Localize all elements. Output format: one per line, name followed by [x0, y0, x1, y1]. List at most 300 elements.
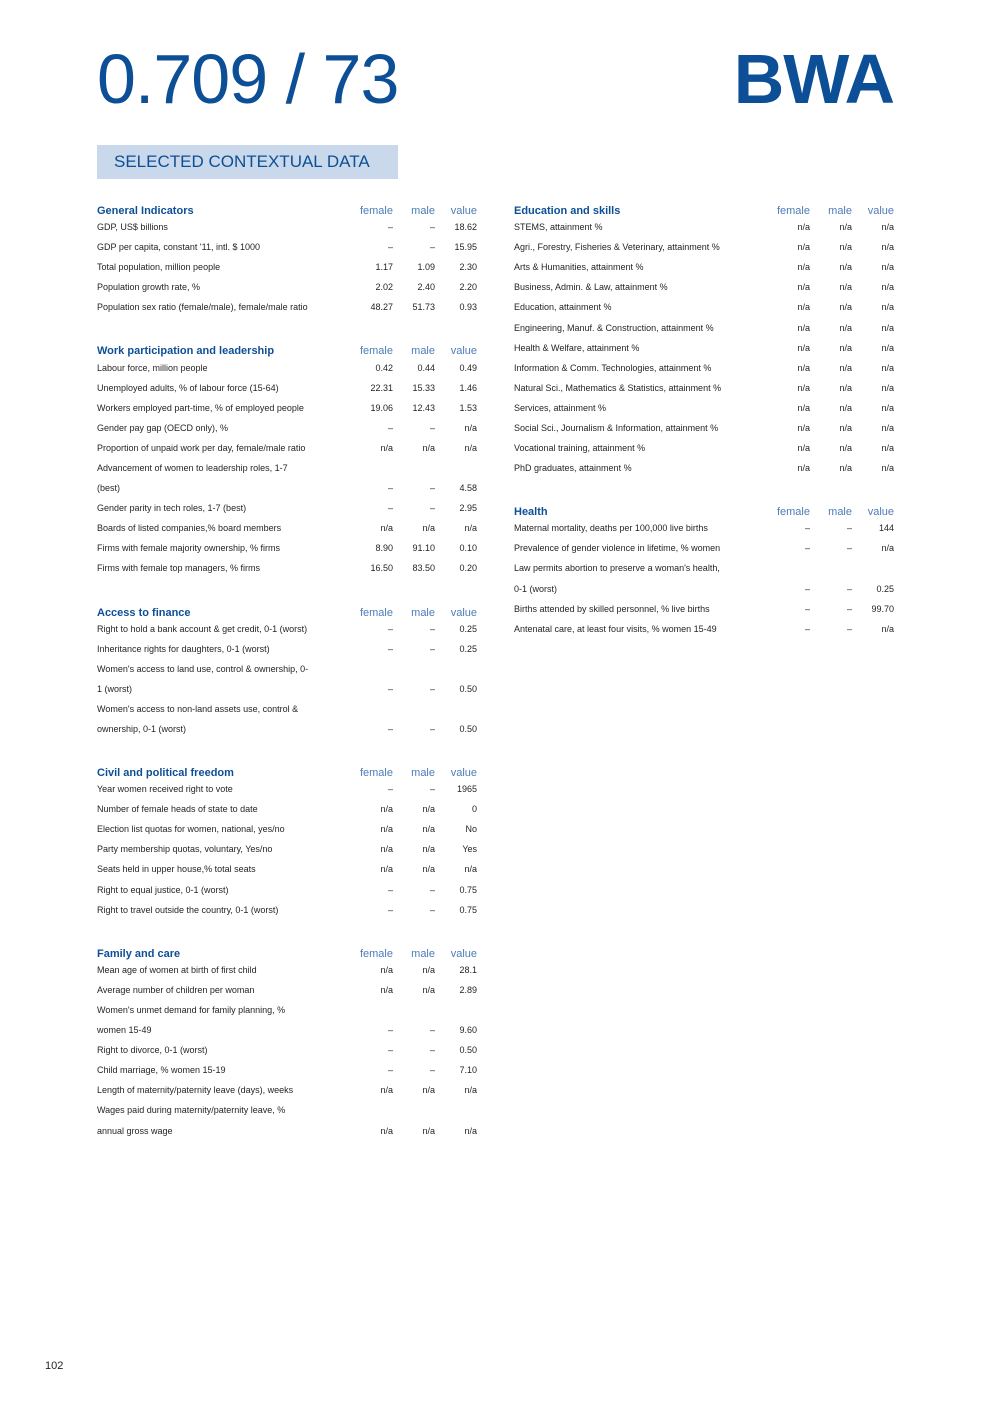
- indicator-label: annual gross wage: [97, 1125, 173, 1136]
- male-value: n/a: [839, 342, 852, 353]
- table-row: [97, 900, 477, 920]
- indicator-value: n/a: [881, 302, 894, 313]
- indicator-value: No: [465, 824, 477, 835]
- indicator-label: Prevalence of gender violence in lifetime, % women: [514, 543, 721, 554]
- value-column-header: value: [450, 767, 477, 780]
- section-title: Health: [514, 506, 548, 519]
- male-value: n/a: [422, 442, 435, 453]
- data-section: [97, 337, 477, 578]
- male-value: n/a: [839, 302, 852, 313]
- indicator-value: 0.50: [459, 683, 477, 694]
- table-row: [97, 1020, 477, 1040]
- indicator-label: Seats held in upper house,% total seats: [97, 864, 256, 875]
- indicator-value: n/a: [881, 463, 894, 474]
- female-value: n/a: [797, 402, 810, 413]
- indicator-value: 1.46: [459, 382, 477, 393]
- female-value: 22.31: [370, 382, 393, 393]
- male-value: –: [429, 1025, 435, 1036]
- indicator-label: Engineering, Manuf. & Construction, attainment %: [514, 322, 714, 333]
- female-value: –: [387, 623, 393, 634]
- female-value: n/a: [380, 804, 393, 815]
- indicator-value: 0: [471, 804, 477, 815]
- female-value: n/a: [797, 382, 810, 393]
- female-value: 1.17: [375, 262, 393, 273]
- indicator-label: Right to travel outside the country, 0-1 (worst): [97, 904, 279, 915]
- female-value: n/a: [380, 964, 393, 975]
- indicator-value: n/a: [881, 443, 894, 454]
- table-row: [97, 498, 477, 518]
- female-value: n/a: [797, 242, 810, 253]
- indicator-value: 99.70: [871, 603, 894, 614]
- male-value: n/a: [422, 804, 435, 815]
- indicator-value: 2.89: [459, 984, 477, 995]
- male-column-header: male: [411, 606, 435, 619]
- table-row: [514, 277, 894, 297]
- indicator-value: 144: [878, 523, 894, 534]
- indicator-value: n/a: [464, 523, 477, 534]
- female-column-header: female: [359, 767, 393, 780]
- table-row: [97, 1060, 477, 1080]
- table-row: [514, 458, 894, 478]
- male-value: –: [429, 242, 435, 253]
- table-row: [514, 398, 894, 418]
- indicator-value: 15.95: [454, 242, 477, 253]
- indicator-label: Boards of listed companies,% board members: [97, 523, 282, 534]
- male-column-header: male: [828, 205, 852, 217]
- female-value: –: [387, 884, 393, 895]
- indicator-label: Population sex ratio (female/male), female/male ratio: [97, 302, 308, 313]
- female-value: –: [387, 222, 393, 233]
- indicator-label: Total population, million people: [97, 262, 221, 273]
- female-value: –: [387, 1025, 393, 1036]
- indicator-label: Advancement of women to leadership roles, 1-7: [97, 462, 288, 473]
- table-row: [97, 1040, 477, 1060]
- indicator-value: n/a: [881, 362, 894, 373]
- table-row: [514, 297, 894, 317]
- female-value: 0.42: [375, 362, 393, 373]
- male-value: –: [429, 623, 435, 634]
- table-row: [97, 458, 477, 478]
- indicator-value: n/a: [464, 442, 477, 453]
- indicator-label: Services, attainment %: [514, 402, 607, 413]
- indicator-value: n/a: [464, 1125, 477, 1136]
- indicator-label: Proportion of unpaid work per day, female/male ratio: [97, 442, 306, 453]
- male-value: 91.10: [412, 543, 435, 554]
- indicator-label: Right to equal justice, 0-1 (worst): [97, 884, 229, 895]
- female-value: n/a: [380, 1125, 393, 1136]
- male-value: n/a: [422, 1085, 435, 1096]
- data-section: [514, 498, 894, 639]
- male-value: n/a: [839, 242, 852, 253]
- male-value: n/a: [839, 322, 852, 333]
- indicator-label: Gender parity in tech roles, 1-7 (best): [97, 503, 247, 514]
- table-row: [97, 839, 477, 859]
- indicator-label: Right to hold a bank account & get credit, 0-1 (worst): [97, 623, 308, 634]
- female-column-header: female: [359, 345, 393, 358]
- data-section: [97, 197, 477, 317]
- section-title: General Indicators: [97, 205, 194, 217]
- indicator-label: Antenatal care, at least four visits, % women 15-49: [514, 623, 717, 634]
- indicator-label: Information & Comm. Technologies, attainment %: [514, 362, 712, 373]
- table-row: [514, 338, 894, 358]
- indicator-value: 0.75: [459, 884, 477, 895]
- female-value: –: [387, 503, 393, 514]
- value-column-header: value: [867, 205, 894, 217]
- table-row: [514, 518, 894, 538]
- male-column-header: male: [411, 345, 435, 358]
- female-value: n/a: [797, 222, 810, 233]
- female-value: n/a: [380, 864, 393, 875]
- female-value: n/a: [380, 523, 393, 534]
- banner-title: SELECTED CONTEXTUAL DATA: [114, 152, 370, 171]
- female-value: n/a: [797, 443, 810, 454]
- indicator-label: Births attended by skilled personnel, % live births: [514, 603, 710, 614]
- indicator-value: 9.60: [459, 1025, 477, 1036]
- indicator-label: Agri., Forestry, Fisheries & Veterinary, attainment %: [514, 242, 720, 253]
- indicator-label: Business, Admin. & Law, attainment %: [514, 282, 668, 293]
- female-value: n/a: [380, 442, 393, 453]
- female-value: 8.90: [375, 543, 393, 554]
- value-column-header: value: [450, 205, 477, 217]
- indicator-value: n/a: [881, 623, 894, 634]
- indicator-label: Party membership quotas, voluntary, Yes/no: [97, 844, 273, 855]
- indicator-value: n/a: [464, 1085, 477, 1096]
- male-value: –: [429, 683, 435, 694]
- data-section: [97, 599, 477, 740]
- right-column: [514, 197, 894, 659]
- indicator-label: (best): [97, 483, 121, 494]
- female-value: n/a: [380, 1085, 393, 1096]
- table-row: [97, 1080, 477, 1100]
- male-value: –: [429, 1065, 435, 1076]
- table-row: [97, 779, 477, 799]
- male-value: 51.73: [412, 302, 435, 313]
- section-title: Work participation and leadership: [97, 345, 275, 358]
- indicator-value: 1965: [456, 784, 477, 795]
- indicator-label: Law permits abortion to preserve a woman's health,: [514, 563, 720, 574]
- table-row: [97, 438, 477, 458]
- female-value: n/a: [380, 844, 393, 855]
- table-row: [97, 859, 477, 879]
- indicator-label: Natural Sci., Mathematics & Statistics, attainment %: [514, 382, 722, 393]
- male-value: –: [429, 784, 435, 795]
- index-score-rank: 0.709 / 73: [97, 40, 399, 118]
- table-row: [97, 659, 477, 679]
- indicator-label: Women's access to land use, control & ownership, 0-: [97, 663, 309, 674]
- table-row: [514, 579, 894, 599]
- indicator-value: 28.1: [459, 964, 477, 975]
- section-header: [514, 498, 894, 518]
- value-column-header: value: [450, 345, 477, 358]
- male-value: n/a: [839, 262, 852, 273]
- female-column-header: female: [359, 947, 393, 960]
- table-row: [514, 237, 894, 257]
- indicator-label: Wages paid during maternity/paternity leave, %: [97, 1105, 286, 1116]
- indicator-value: 2.95: [459, 503, 477, 514]
- indicator-label: 0-1 (worst): [514, 583, 558, 594]
- female-column-header: female: [359, 606, 393, 619]
- table-row: [97, 398, 477, 418]
- male-column-header: male: [411, 205, 435, 217]
- table-row: [97, 1000, 477, 1020]
- table-row: [514, 438, 894, 458]
- indicator-label: Labour force, million people: [97, 362, 208, 373]
- female-value: –: [387, 1065, 393, 1076]
- table-row: [514, 358, 894, 378]
- table-row: [514, 558, 894, 578]
- indicator-value: 0.50: [459, 1045, 477, 1056]
- male-value: 2.40: [417, 282, 435, 293]
- table-row: [514, 418, 894, 438]
- table-row: [97, 378, 477, 398]
- data-section: [97, 759, 477, 920]
- female-value: n/a: [797, 463, 810, 474]
- male-column-header: male: [411, 947, 435, 960]
- table-row: [97, 558, 477, 578]
- table-row: [97, 257, 477, 277]
- data-section: [514, 197, 894, 478]
- indicator-label: Mean age of women at birth of first child: [97, 964, 257, 975]
- male-value: –: [429, 904, 435, 915]
- table-row: [514, 599, 894, 619]
- indicator-label: PhD graduates, attainment %: [514, 463, 632, 474]
- female-value: 2.02: [375, 282, 393, 293]
- female-column-header: female: [776, 205, 810, 217]
- male-value: –: [846, 523, 852, 534]
- section-title: Access to finance: [97, 606, 191, 619]
- male-column-header: male: [828, 506, 852, 519]
- female-value: n/a: [797, 322, 810, 333]
- indicator-value: 0.25: [459, 643, 477, 654]
- male-value: 83.50: [412, 563, 435, 574]
- indicator-label: Child marriage, % women 15-19: [97, 1065, 226, 1076]
- section-header: [97, 599, 477, 619]
- section-title: Family and care: [97, 947, 181, 960]
- female-value: n/a: [380, 984, 393, 995]
- male-value: 0.44: [417, 362, 435, 373]
- indicator-value: n/a: [881, 222, 894, 233]
- indicator-label: Inheritance rights for daughters, 0-1 (worst): [97, 643, 270, 654]
- female-value: –: [804, 623, 810, 634]
- data-section: [97, 940, 477, 1141]
- section-title: Education and skills: [514, 205, 621, 217]
- indicator-value: n/a: [881, 543, 894, 554]
- indicator-value: n/a: [464, 422, 477, 433]
- indicator-value: 18.62: [454, 222, 477, 233]
- indicator-value: 1.53: [459, 402, 477, 413]
- indicator-value: n/a: [881, 342, 894, 353]
- table-row: [97, 357, 477, 377]
- table-row: [97, 297, 477, 317]
- indicator-label: Number of female heads of state to date: [97, 804, 258, 815]
- female-column-header: female: [776, 506, 810, 519]
- section-title: Civil and political freedom: [97, 767, 234, 780]
- female-value: –: [387, 483, 393, 494]
- indicator-value: 7.10: [459, 1065, 477, 1076]
- male-value: –: [429, 483, 435, 494]
- male-value: –: [429, 503, 435, 514]
- indicator-label: women 15-49: [97, 1025, 152, 1036]
- female-value: –: [387, 643, 393, 654]
- table-row: [97, 679, 477, 699]
- indicator-label: Gender pay gap (OECD only), %: [97, 422, 229, 433]
- indicator-value: 0.25: [459, 623, 477, 634]
- female-value: –: [387, 683, 393, 694]
- female-value: 16.50: [370, 563, 393, 574]
- table-row: [514, 538, 894, 558]
- indicator-label: Workers employed part-time, % of employed people: [97, 402, 304, 413]
- indicator-label: GDP, US$ billions: [97, 222, 168, 233]
- female-value: n/a: [380, 824, 393, 835]
- value-column-header: value: [450, 606, 477, 619]
- male-value: n/a: [839, 443, 852, 454]
- indicator-label: 1 (worst): [97, 683, 133, 694]
- male-value: –: [429, 724, 435, 735]
- female-value: n/a: [797, 282, 810, 293]
- section-header: [97, 337, 477, 357]
- female-value: –: [387, 242, 393, 253]
- section-header: [97, 940, 477, 960]
- section-header: [97, 197, 477, 217]
- indicator-label: Women's access to non-land assets use, control &: [97, 703, 299, 714]
- table-row: [97, 1120, 477, 1140]
- male-value: n/a: [422, 864, 435, 875]
- country-code: BWA: [733, 40, 894, 118]
- indicator-label: ownership, 0-1 (worst): [97, 724, 187, 735]
- male-value: n/a: [839, 463, 852, 474]
- indicator-label: STEMS, attainment %: [514, 222, 603, 233]
- indicator-label: Women's unmet demand for family planning, %: [97, 1004, 286, 1015]
- table-row: [97, 619, 477, 639]
- male-value: n/a: [839, 402, 852, 413]
- male-value: –: [429, 422, 435, 433]
- female-value: –: [804, 603, 810, 614]
- indicator-label: Health & Welfare, attainment %: [514, 342, 640, 353]
- male-value: n/a: [422, 824, 435, 835]
- indicator-value: 0.10: [459, 543, 477, 554]
- indicator-label: Year women received right to vote: [97, 784, 233, 795]
- indicator-label: Average number of children per woman: [97, 984, 255, 995]
- indicator-label: GDP per capita, constant '11, intl. $ 1000: [97, 242, 260, 253]
- table-row: [514, 257, 894, 277]
- female-value: –: [387, 784, 393, 795]
- male-value: –: [429, 884, 435, 895]
- indicator-value: 2.20: [459, 282, 477, 293]
- table-row: [97, 518, 477, 538]
- value-column-header: value: [450, 947, 477, 960]
- table-row: [97, 699, 477, 719]
- table-row: [97, 217, 477, 237]
- male-value: 1.09: [417, 262, 435, 273]
- table-row: [97, 237, 477, 257]
- male-value: –: [429, 1045, 435, 1056]
- indicator-label: Firms with female majority ownership, % firms: [97, 543, 281, 554]
- indicator-label: Social Sci., Journalism & Information, attainment %: [514, 422, 719, 433]
- male-value: n/a: [839, 382, 852, 393]
- section-banner: [97, 145, 398, 179]
- indicator-label: Arts & Humanities, attainment %: [514, 262, 644, 273]
- female-value: n/a: [797, 362, 810, 373]
- value-column-header: value: [867, 506, 894, 519]
- table-row: [97, 799, 477, 819]
- male-value: n/a: [422, 523, 435, 534]
- male-value: –: [429, 222, 435, 233]
- indicator-value: n/a: [881, 402, 894, 413]
- male-value: –: [846, 583, 852, 594]
- indicator-label: Population growth rate, %: [97, 282, 201, 293]
- indicator-value: n/a: [881, 282, 894, 293]
- male-value: –: [846, 603, 852, 614]
- indicator-label: Election list quotas for women, national, yes/no: [97, 824, 285, 835]
- indicator-value: 0.50: [459, 724, 477, 735]
- indicator-value: 2.30: [459, 262, 477, 273]
- table-row: [97, 719, 477, 739]
- indicator-value: n/a: [881, 262, 894, 273]
- indicator-value: 0.49: [459, 362, 477, 373]
- male-value: –: [846, 543, 852, 554]
- indicator-label: Education, attainment %: [514, 302, 612, 313]
- indicator-value: n/a: [881, 382, 894, 393]
- female-value: n/a: [797, 302, 810, 313]
- female-value: n/a: [797, 342, 810, 353]
- female-value: n/a: [797, 262, 810, 273]
- male-value: –: [846, 623, 852, 634]
- indicator-value: 0.93: [459, 302, 477, 313]
- indicator-value: 0.20: [459, 563, 477, 574]
- table-row: [97, 980, 477, 1000]
- male-value: n/a: [839, 282, 852, 293]
- female-value: –: [387, 904, 393, 915]
- female-column-header: female: [359, 205, 393, 217]
- female-value: –: [387, 724, 393, 735]
- table-row: [97, 639, 477, 659]
- indicator-value: 0.25: [876, 583, 894, 594]
- male-value: 12.43: [412, 402, 435, 413]
- female-value: 19.06: [370, 402, 393, 413]
- table-row: [514, 317, 894, 337]
- male-value: n/a: [839, 362, 852, 373]
- female-value: –: [804, 523, 810, 534]
- male-value: n/a: [422, 844, 435, 855]
- table-row: [97, 478, 477, 498]
- table-row: [514, 619, 894, 639]
- female-value: 48.27: [370, 302, 393, 313]
- female-value: –: [804, 543, 810, 554]
- table-row: [514, 378, 894, 398]
- indicator-value: n/a: [881, 422, 894, 433]
- table-row: [97, 277, 477, 297]
- male-value: n/a: [839, 222, 852, 233]
- male-value: n/a: [422, 1125, 435, 1136]
- table-row: [97, 819, 477, 839]
- male-value: n/a: [839, 422, 852, 433]
- male-value: n/a: [422, 964, 435, 975]
- indicator-label: Vocational training, attainment %: [514, 443, 646, 454]
- female-value: n/a: [797, 422, 810, 433]
- table-row: [97, 538, 477, 558]
- indicator-value: n/a: [464, 864, 477, 875]
- page-number: 102: [45, 1360, 64, 1372]
- table-row: [97, 418, 477, 438]
- indicator-value: 4.58: [459, 483, 477, 494]
- indicator-label: Maternal mortality, deaths per 100,000 live births: [514, 523, 708, 534]
- table-row: [514, 217, 894, 237]
- indicator-label: Unemployed adults, % of labour force (15-64): [97, 382, 279, 393]
- indicator-value: 0.75: [459, 904, 477, 915]
- section-header: [514, 197, 894, 217]
- female-value: –: [387, 422, 393, 433]
- indicator-value: n/a: [881, 322, 894, 333]
